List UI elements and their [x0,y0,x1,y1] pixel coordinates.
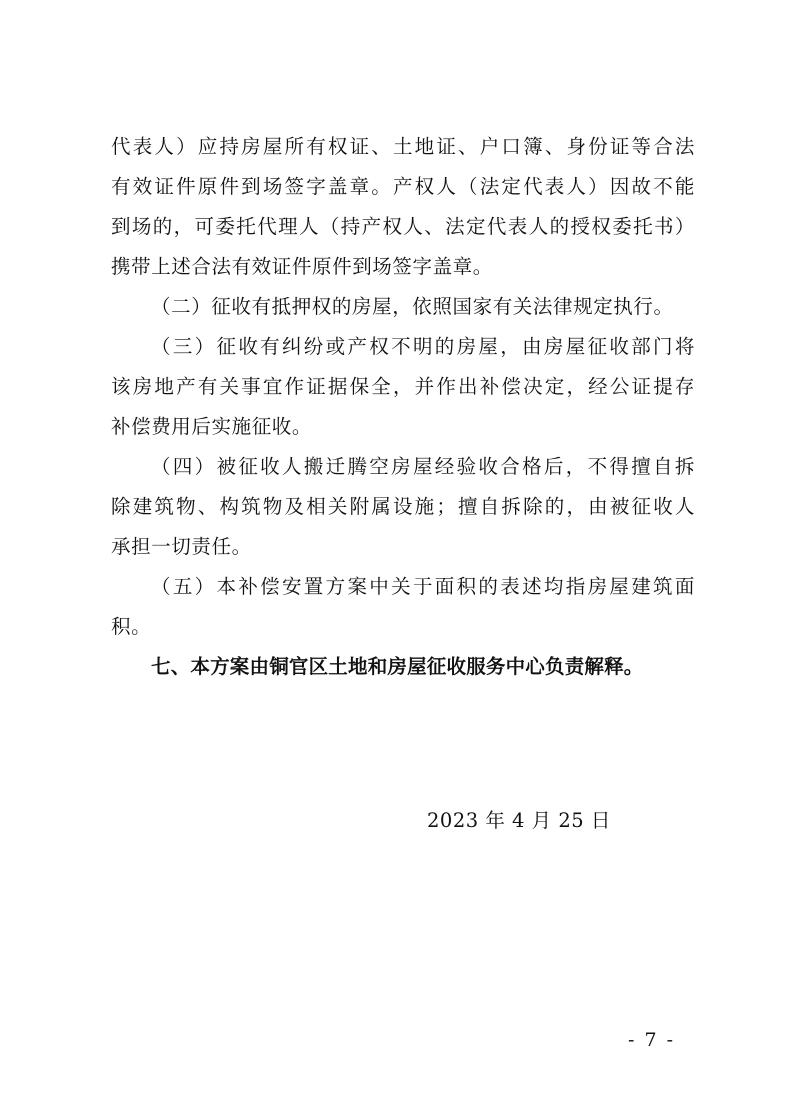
paragraph-line: （五）本补偿安置方案中关于面积的表述均指房屋建筑面 [151,575,695,598]
paragraph-line: 积。 [111,615,152,638]
paragraph-line: 该房地产有关事宜作证据保全，并作出补偿决定，经公证提存 [111,375,695,398]
paragraph-line: 除建筑物、构筑物及相关附属设施；擅自拆除的，由被征收人 [111,495,695,518]
page-number: - 7 - [628,1029,676,1051]
paragraph-line: （四）被征收人搬迁腾空房屋经验收合格后，不得擅自拆 [151,455,695,478]
paragraph-line: （三）征收有纠纷或产权不明的房屋，由房屋征收部门将 [151,335,695,358]
paragraph-line: （二）征收有抵押权的房屋，依照国家有关法律规定执行。 [151,295,674,318]
paragraph-line: 承担一切责任。 [111,535,252,558]
paragraph-line: 携带上述合法有效证件原件到场签字盖章。 [111,255,493,278]
section-heading: 七、本方案由铜官区土地和房屋征收服务中心负责解释。 [151,655,644,678]
paragraph-line: 代表人）应持房屋所有权证、土地证、户口簿、身份证等合法 [111,135,695,158]
paragraph-line: 有效证件原件到场签字盖章。产权人（法定代表人）因故不能 [111,175,695,198]
paragraph-line: 到场的，可委托代理人（持产权人、法定代表人的授权委托书） [111,215,695,238]
paragraph-line: 补偿费用后实施征收。 [111,415,313,438]
document-body [111,127,695,687]
document-date: 2023 年 4 月 25 日 [427,809,611,832]
